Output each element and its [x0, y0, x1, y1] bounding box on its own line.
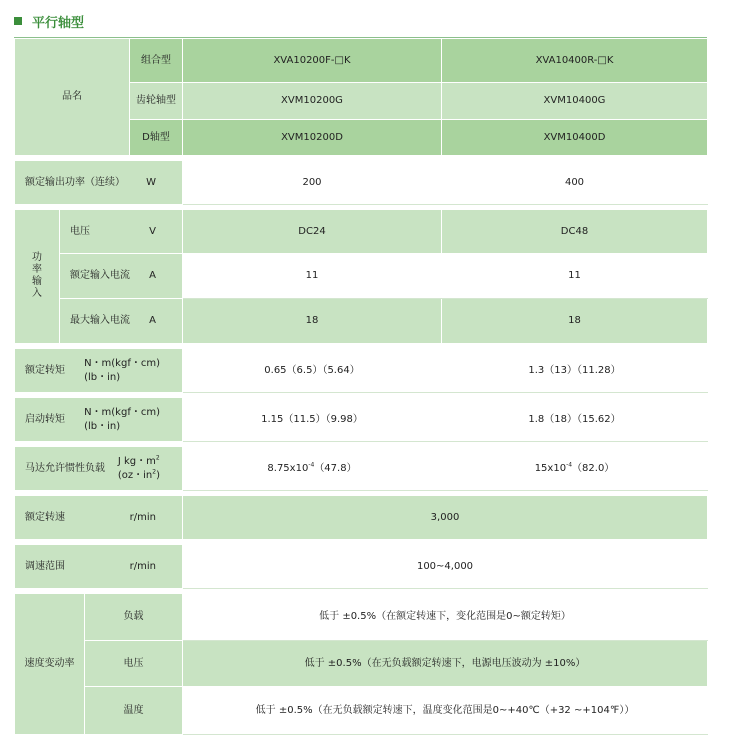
product-sub-label: 组合型 [130, 39, 183, 83]
start-torque-unit: N・m(kgf・cm) (lb・in) [84, 407, 160, 432]
power-input-sub-label: 最大输入电流 [70, 315, 130, 327]
table-row [15, 641, 708, 687]
table-row [15, 299, 708, 344]
inertia-cell [15, 447, 183, 491]
power-input-b: DC48 [442, 210, 708, 254]
product-value-b: XVA10400R-□K [442, 39, 708, 83]
rated-speed-cell [15, 496, 183, 540]
table-row [15, 210, 708, 254]
table-row [15, 594, 708, 641]
power-input-a: 18 [183, 299, 442, 344]
rated-speed-value: 3,000 [183, 496, 708, 540]
power-input-sub-cell [60, 210, 183, 254]
start-torque-label: 启动转矩 [25, 413, 65, 425]
rated-output-unit: W [146, 176, 156, 188]
inertia-b: $15x10^{-4}(82.0)$ [442, 447, 708, 491]
power-input-unit: A [149, 270, 156, 282]
power-input-sub-label: 额定输入电流 [70, 270, 130, 282]
power-input-a: DC24 [183, 210, 442, 254]
rated-torque-unit: N・m(kgf・cm) (lb・in) [84, 358, 160, 383]
power-input-a: 11 [183, 254, 442, 299]
rated-torque-b: 1.3（13）（11.28） [442, 349, 708, 393]
product-name-label: 品名 [15, 39, 130, 156]
table-row [15, 496, 708, 540]
rated-speed-unit: r/min [129, 511, 156, 523]
speed-regulation-sub: 温度 [85, 687, 183, 735]
inertia-unit: J kg・$m^2$ (oz・$in^2$) [117, 454, 160, 481]
bullet-square-icon [14, 17, 22, 25]
table-row [15, 39, 708, 83]
speed-regulation-sub: 负载 [85, 594, 183, 641]
rated-torque-cell [15, 349, 183, 393]
power-input-sub-label: 电压 [70, 225, 90, 237]
table-row [15, 687, 708, 735]
rated-output-a: 200 [183, 161, 442, 205]
rated-output-b: 400 [442, 161, 708, 205]
power-input-b: 11 [442, 254, 708, 299]
power-input-b: 18 [442, 299, 708, 344]
speed-regulation-value: 低于 ±0.5%（在无负载额定转速下，电源电压波动为 ±10%） [183, 641, 708, 687]
inertia-a: $8.75x10^{-4}(47.8)$ [183, 447, 442, 491]
table-row [15, 447, 708, 491]
speed-regulation-value: 低于 ±0.5%（在额定转速下，变化范围是0~额定转矩） [183, 594, 708, 641]
spec-table [14, 38, 708, 735]
rated-torque-a: 0.65（6.5）（5.64） [183, 349, 442, 393]
start-torque-cell [15, 398, 183, 442]
inertia-label: 马达允许惯性负载 [25, 462, 105, 474]
power-input-label: 功率输入 [15, 210, 60, 344]
speed-regulation-value: 低于 ±0.5%（在无负载额定转速下，温度变化范围是0~+40℃（+32 ~+104℉）） [183, 687, 708, 735]
product-sub-label: D轴型 [130, 120, 183, 156]
product-sub-label: 齿轮轴型 [130, 83, 183, 120]
speed-range-label: 调速范围 [25, 560, 65, 572]
product-value-a: XVM10200G [183, 83, 442, 120]
table-row [15, 254, 708, 299]
speed-range-unit: r/min [129, 560, 156, 572]
speed-range-value: 100~4,000 [183, 545, 708, 589]
table-row [15, 161, 708, 205]
power-input-sub-cell [60, 254, 183, 299]
power-input-unit: A [149, 315, 156, 327]
power-input-unit: V [149, 225, 156, 237]
rated-output-label: 额定输出功率（连续） [25, 176, 125, 188]
power-input-sub-cell [60, 299, 183, 344]
speed-regulation-sub: 电压 [85, 641, 183, 687]
rated-torque-label: 额定转矩 [25, 364, 65, 376]
speed-range-cell [15, 545, 183, 589]
table-row [15, 349, 708, 393]
table-row [15, 545, 708, 589]
product-value-a: XVM10200D [183, 120, 442, 156]
section-header [14, 10, 84, 32]
rated-output-cell [15, 161, 183, 205]
product-value-a: XVA10200F-□K [183, 39, 442, 83]
speed-regulation-label: 速度变动率 [15, 594, 85, 735]
product-value-b: XVM10400D [442, 120, 708, 156]
table-row [15, 398, 708, 442]
section-title: 平行轴型 [32, 15, 85, 31]
start-torque-a: 1.15（11.5）（9.98） [183, 398, 442, 442]
start-torque-b: 1.8（18）（15.62） [442, 398, 708, 442]
product-value-b: XVM10400G [442, 83, 708, 120]
rated-speed-label: 额定转速 [25, 511, 65, 523]
